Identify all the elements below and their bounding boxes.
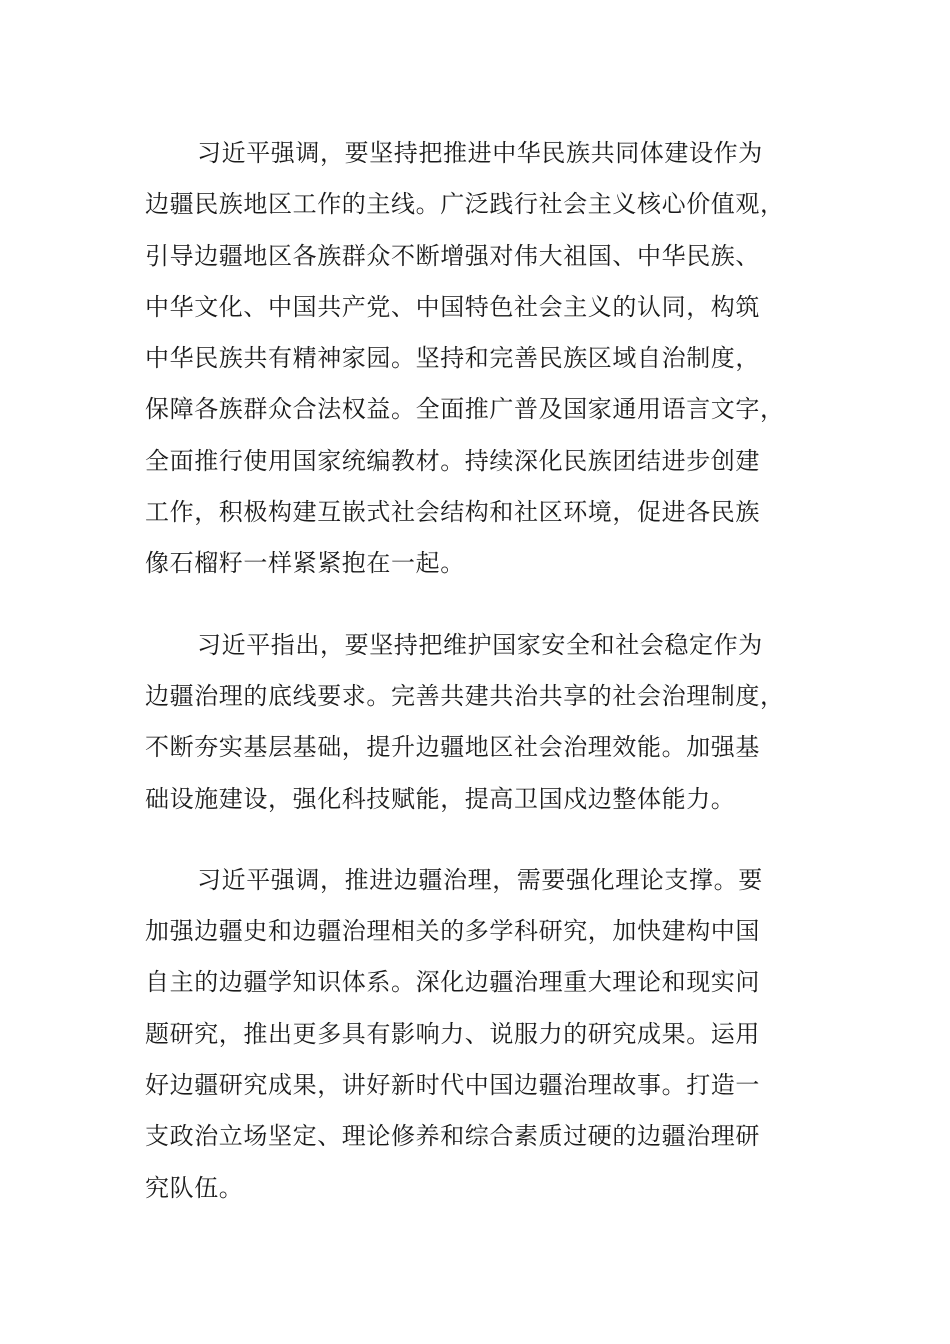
text-line: 边疆民族地区工作的主线。广泛践行社会主义核心价值观，	[145, 190, 785, 219]
text-line: 像石榴籽一样紧紧抱在一起。	[145, 549, 465, 578]
text-line: 习近平强调，要坚持把推进中华民族共同体建设作为	[197, 139, 763, 167]
article-body	[145, 128, 805, 1244]
text-line: 加强边疆史和边疆治理相关的多学科研究，加快建构中国	[145, 917, 760, 946]
text-line: 中华文化、中国共产党、中国特色社会主义的认同，构筑	[145, 292, 760, 321]
text-line: 究队伍。	[145, 1173, 244, 1202]
paragraph-3	[145, 855, 805, 1214]
text-line: 全面推行使用国家统编教材。持续深化民族团结进步创建	[145, 446, 760, 475]
text-line: 习近平强调，推进边疆治理，需要强化理论支撑。要	[197, 865, 763, 894]
text-line: 边疆治理的底线要求。完善共建共治共享的社会治理制度，	[145, 681, 785, 710]
text-line: 支政治立场坚定、理论修养和综合素质过硬的边疆治理研	[145, 1122, 760, 1151]
text-line: 好边疆研究成果，讲好新时代中国边疆治理故事。打造一	[145, 1071, 760, 1100]
text-line: 题研究，推出更多具有影响力、说服力的研究成果。运用	[145, 1019, 760, 1048]
paragraph-1	[145, 128, 805, 590]
text-line: 中华民族共有精神家园。坚持和完善民族区域自治制度，	[145, 344, 760, 373]
text-line: 不断夯实基层基础，提升边疆地区社会治理效能。加强基	[145, 733, 760, 762]
text-line: 引导边疆地区各族群众不断增强对伟大祖国、中华民族、	[145, 241, 760, 270]
paragraph-2	[145, 620, 805, 825]
text-line: 础设施建设，强化科技赋能，提高卫国戍边整体能力。	[145, 784, 736, 813]
text-line: 保障各族群众合法权益。全面推广普及国家通用语言文字，	[145, 395, 785, 424]
text-line: 自主的边疆学知识体系。深化边疆治理重大理论和现实问	[145, 968, 760, 997]
text-line: 习近平指出，要坚持把维护国家安全和社会稳定作为	[197, 630, 763, 659]
text-line: 工作，积极构建互嵌式社会结构和社区环境，促进各民族	[145, 498, 760, 527]
